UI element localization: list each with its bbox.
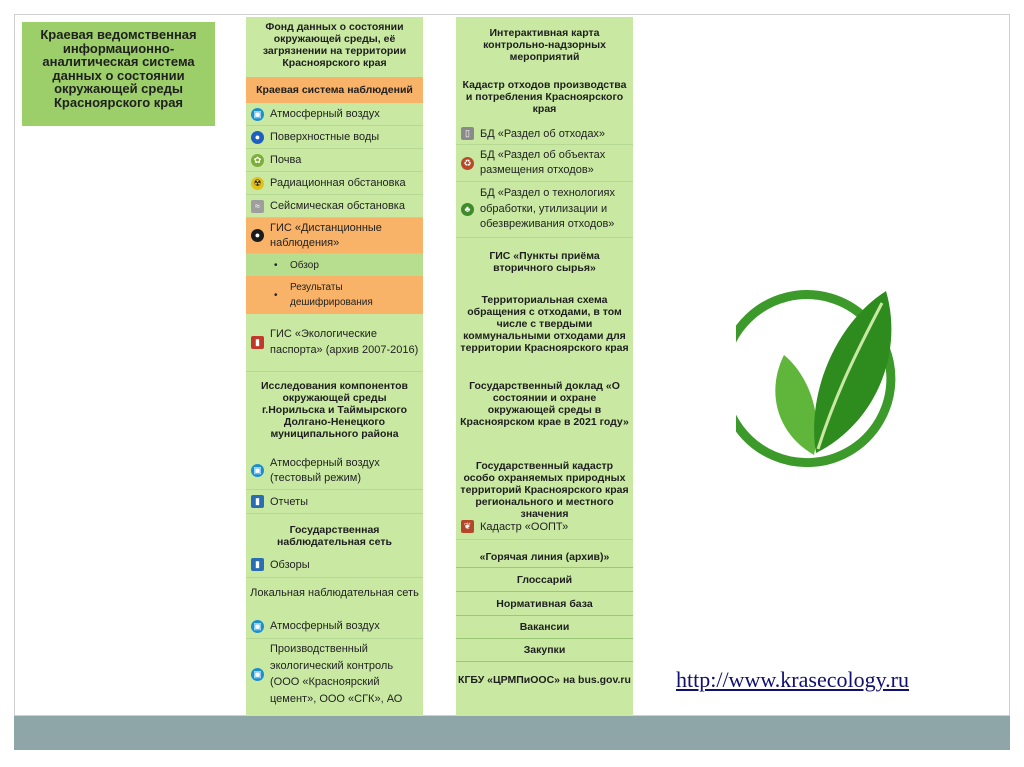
- eco-leaf-logo: [736, 283, 912, 473]
- air-icon: ▣: [251, 108, 264, 121]
- vacancies-link[interactable]: Вакансии: [456, 616, 633, 639]
- menu-item-production-control[interactable]: [246, 639, 423, 709]
- submenu-review[interactable]: [246, 254, 423, 276]
- air-icon: ▣: [251, 620, 264, 633]
- book-icon: ▮: [251, 558, 264, 571]
- kgbu-bus-link[interactable]: КГБУ «ЦРМПиООС» на bus.gov.ru: [458, 674, 631, 686]
- glossary-link[interactable]: Глоссарий: [456, 568, 633, 592]
- fund-header-link[interactable]: Фонд данных о состоянии окружающей среды, её загрязнении на территории Красноярского края: [262, 21, 407, 69]
- norilsk-research-header[interactable]: Исследования компонентов окружающей среды г.Норильска и Таймырского Долгано-Ненецкого муниципального района: [261, 380, 408, 440]
- website-link[interactable]: http://www.krasecology.ru: [676, 667, 909, 692]
- logo-leaf-small: [775, 355, 817, 455]
- territorial-scheme-link[interactable]: Территориальная схема обращения с отходами, в том числе с твердыми коммунальными отходами для территории Красноярского края: [460, 294, 629, 354]
- water-drop-icon: ●: [251, 131, 264, 144]
- menu-item-label: Атмосферный воздух (тестовый режим): [270, 456, 380, 484]
- menu-item-label: БД «Раздел о технологиях обработки, утилизации и обезвреживания отходов»: [480, 187, 615, 231]
- menu-item-gis-remote[interactable]: [246, 218, 423, 254]
- menu-item-reports[interactable]: [246, 490, 423, 514]
- menu-item-label: Сейсмическая обстановка: [270, 200, 405, 212]
- menu-item-label: Поверхностные воды: [270, 131, 380, 143]
- menu-item-label: Радиационная обстановка: [270, 177, 406, 189]
- book-icon: ▮: [251, 495, 264, 508]
- menu-item-label: БД «Раздел об отходах»: [480, 127, 606, 140]
- soil-icon: ✿: [251, 154, 264, 167]
- menu-item-label: ГИС «Дистанционные наблюдения»: [270, 221, 382, 249]
- menu-item-eco-passports[interactable]: [246, 314, 423, 372]
- local-network-header[interactable]: Локальная наблюдательная сеть: [250, 587, 419, 599]
- menu-item-db-objects[interactable]: [456, 145, 633, 182]
- bullet-icon: •: [274, 259, 278, 271]
- leaf-icon: ❦: [461, 520, 474, 533]
- state-report-link[interactable]: Государственный доклад «О состоянии и охране окружающей среды в Красноярском крае в 2021 году»: [460, 380, 629, 428]
- air-icon: ▣: [251, 464, 264, 477]
- menu-item-label: Производственный экологический контроль (ООО «Красноярский цемент», ООО «СГК», АО: [270, 643, 403, 705]
- left-menu-column: [246, 17, 423, 716]
- menu-item-label: Отчеты: [270, 495, 309, 508]
- menu-item-db-waste[interactable]: [456, 123, 633, 145]
- gis-drop-icon: ●: [251, 229, 264, 242]
- tree-icon: ♣: [461, 203, 474, 216]
- bullet-icon: •: [274, 289, 278, 301]
- menu-item-surface-water[interactable]: [246, 126, 423, 149]
- menu-item-label: Атмосферный воздух: [270, 620, 380, 632]
- submenu-decoding-results[interactable]: [246, 276, 423, 314]
- oopt-cadastre-header[interactable]: Государственный кадастр особо охраняемых природных территорий Красноярского края регионального и местного значения: [460, 460, 629, 520]
- menu-item-label: Почва: [270, 154, 302, 166]
- waste-cadastre-header[interactable]: Кадастр отходов производства и потребления Красноярского края: [462, 79, 627, 115]
- menu-item-atmospheric-air[interactable]: [246, 103, 423, 126]
- state-network-header[interactable]: Государственная наблюдательная сеть: [277, 524, 392, 548]
- seismic-icon: ≈: [251, 200, 264, 213]
- menu-item-label: Обзоры: [270, 558, 310, 571]
- recycle-icon: ♻: [461, 157, 474, 170]
- menu-item-seismic[interactable]: [246, 195, 423, 218]
- menu-item-reviews[interactable]: [246, 552, 423, 578]
- menu-item-oopt-cadastre[interactable]: [456, 514, 633, 540]
- normative-base-link[interactable]: Нормативная база: [456, 592, 633, 616]
- bottom-bar: [14, 716, 1010, 750]
- submenu-label: Обзор: [290, 259, 319, 271]
- trash-icon: ▯: [461, 127, 474, 140]
- menu-item-label: Кадастр «ООПТ»: [480, 520, 569, 533]
- menu-item-db-tech[interactable]: [456, 182, 633, 238]
- menu-item-label: ГИС «Экологические паспорта» (архив 2007-2016): [270, 328, 419, 356]
- air-icon: ▣: [251, 668, 264, 681]
- book-icon: ▮: [251, 336, 264, 349]
- radiation-icon: ☢: [251, 177, 264, 190]
- menu-item-radiation[interactable]: [246, 172, 423, 195]
- menu-item-norilsk-air[interactable]: [246, 452, 423, 490]
- monitoring-system-header[interactable]: Краевая система наблюдений: [246, 77, 423, 103]
- right-menu-column: [456, 17, 633, 716]
- gis-points-link[interactable]: ГИС «Пункты приёма вторичного сырья»: [489, 250, 600, 274]
- menu-item-label: БД «Раздел об объектах размещения отходов»: [480, 149, 606, 176]
- menu-item-label: Атмосферный воздух: [270, 108, 380, 120]
- submenu-label: Результаты дешифрирования: [290, 282, 373, 308]
- menu-item-soil[interactable]: [246, 149, 423, 172]
- system-title: Краевая ведомственная информационно-аналитическая система данных о состоянии окружающей среды Красноярского края: [22, 22, 215, 126]
- purchases-link[interactable]: Закупки: [456, 639, 633, 662]
- hotline-archive-link[interactable]: «Горячая линия (архив)»: [456, 540, 633, 568]
- menu-item-local-air[interactable]: [246, 614, 423, 639]
- interactive-map-header[interactable]: Интерактивная карта контрольно-надзорных мероприятий: [483, 27, 606, 63]
